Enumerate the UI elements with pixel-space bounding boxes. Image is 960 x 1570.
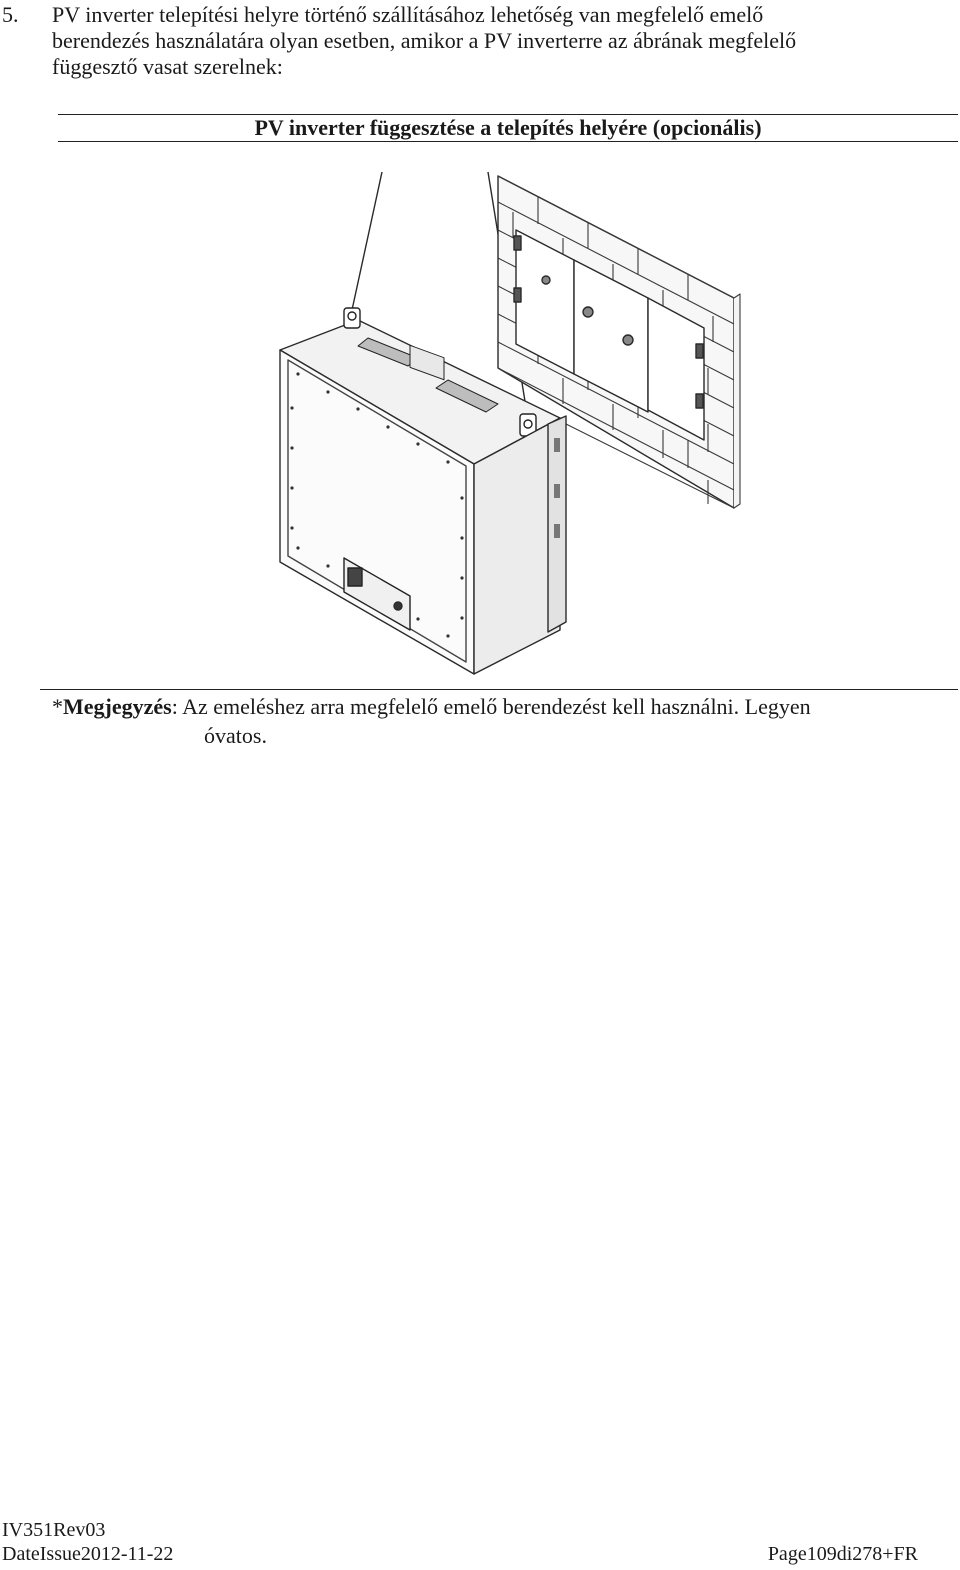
- note-line-2: óvatos.: [204, 723, 267, 748]
- note-prefix: *: [52, 694, 63, 719]
- item-text-line-2: berendezés használatára olyan esetben, amikor a PV inverterre az ábrának megfelelő: [52, 28, 797, 53]
- note-divider: [40, 689, 958, 690]
- note-text-1: : Az emeléshez arra megfelelő emelő berendezést kell használni. Legyen: [171, 694, 811, 719]
- list-item-number: 5.: [2, 2, 19, 27]
- footer-page-number: Page109di278+FR: [767, 1543, 918, 1565]
- inverter-hanging-illustration: [148, 168, 874, 688]
- item-text-line-3: függesztő vasat szerelnek:: [52, 54, 283, 79]
- lifting-rope-left: [352, 172, 382, 310]
- figure-title: PV inverter függesztése a telepítés helyére (opcionális): [58, 114, 958, 142]
- footer-doc-id: IV351Rev03: [2, 1519, 106, 1541]
- note: [52, 692, 942, 750]
- note-label: Megjegyzés: [63, 694, 172, 719]
- footer-date-issue: DateIssue2012-11-22: [2, 1543, 174, 1565]
- footer-left: [2, 1518, 173, 1566]
- item-text-line-1: PV inverter telepítési helyre történő szállításához lehetőség van megfelelő emelő: [52, 2, 764, 27]
- note-line-1: [52, 692, 942, 721]
- list-item-5: [0, 2, 930, 80]
- list-item-text: [52, 2, 930, 80]
